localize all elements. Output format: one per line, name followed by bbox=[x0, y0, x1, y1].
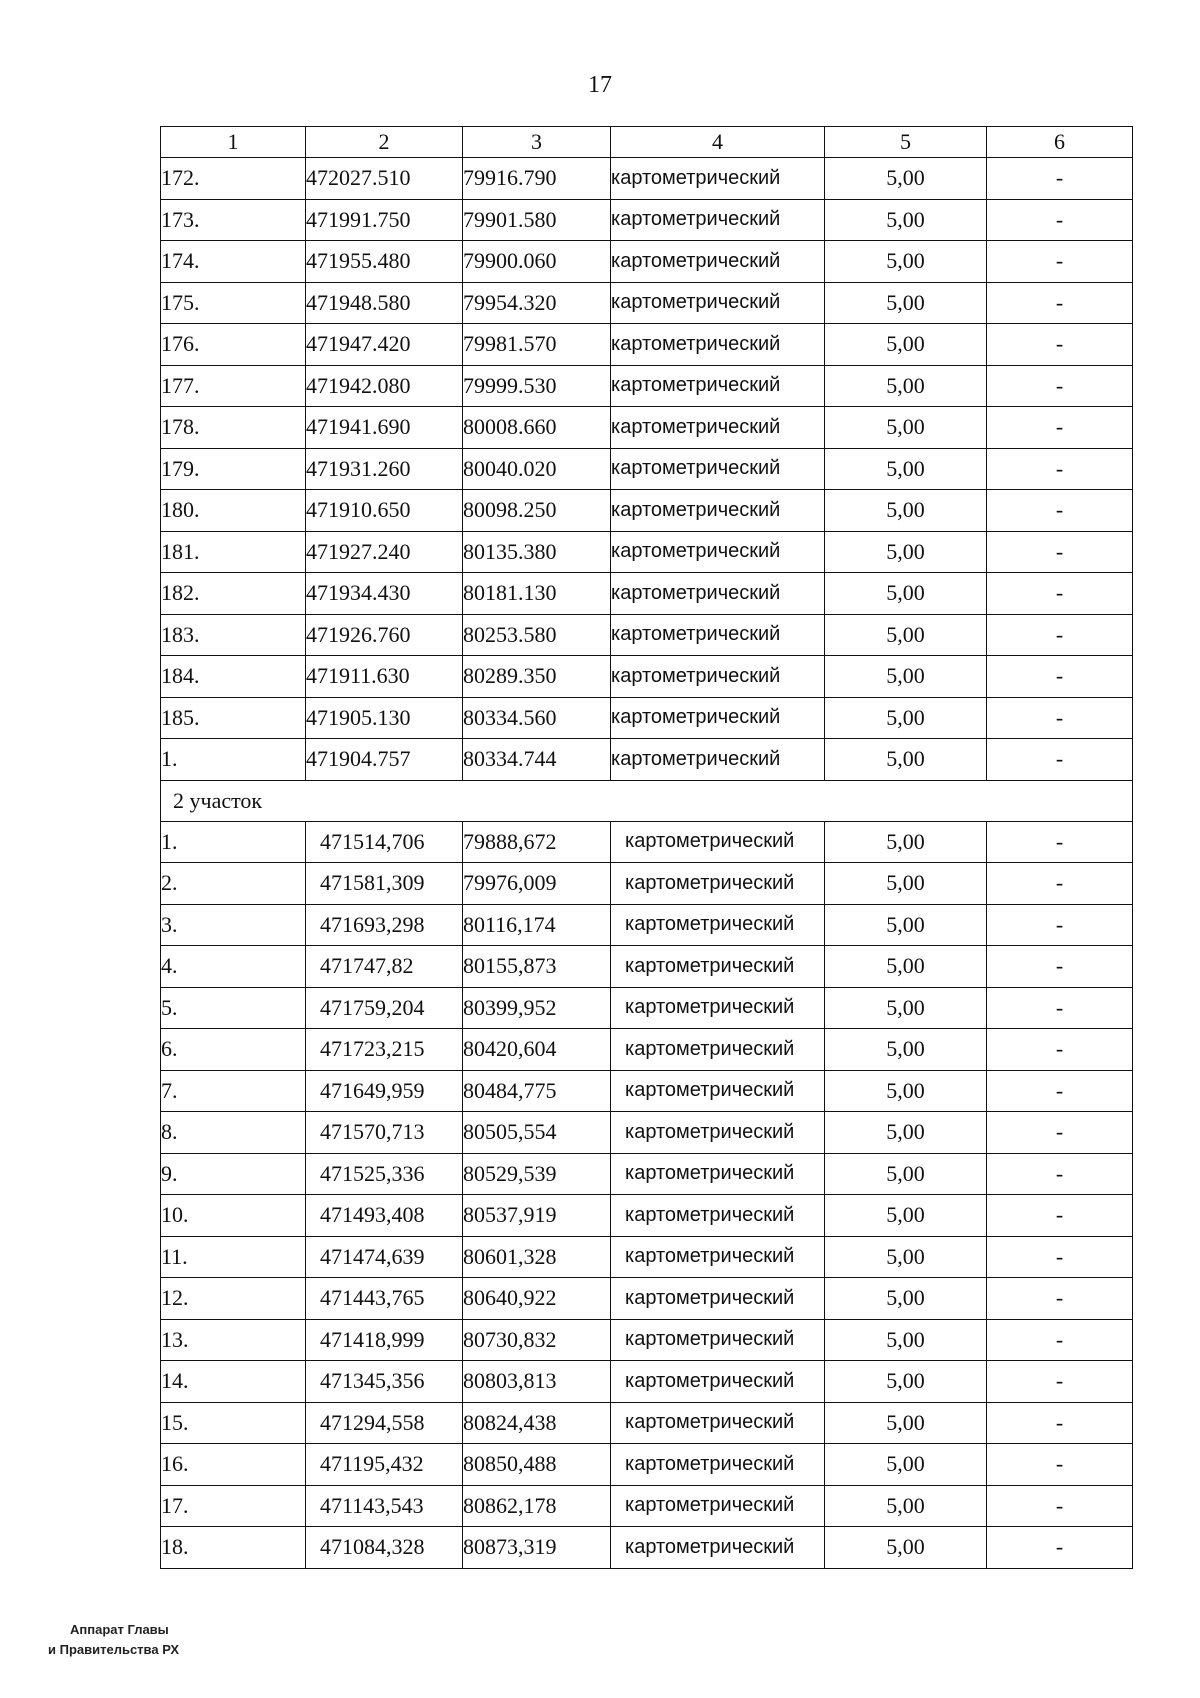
table-cell: 1. bbox=[161, 739, 306, 781]
table-cell: 80640,922 bbox=[463, 1278, 611, 1320]
table-cell: - bbox=[987, 821, 1133, 863]
table-cell: 80862,178 bbox=[463, 1485, 611, 1527]
table-row bbox=[161, 199, 1133, 241]
column-header: 2 bbox=[306, 127, 463, 158]
table-cell: 5,00 bbox=[825, 739, 987, 781]
table-cell: 471723,215 bbox=[306, 1029, 463, 1071]
table-cell: 80155,873 bbox=[463, 946, 611, 988]
page-number: 17 bbox=[588, 72, 612, 98]
table-cell: 7. bbox=[161, 1070, 306, 1112]
table-cell: 5,00 bbox=[825, 1070, 987, 1112]
table-row bbox=[161, 407, 1133, 449]
table-row bbox=[161, 697, 1133, 739]
table-cell: 5,00 bbox=[825, 1402, 987, 1444]
table-cell: 80008.660 bbox=[463, 407, 611, 449]
table-row bbox=[161, 987, 1133, 1029]
table-cell: картометрический bbox=[611, 1402, 825, 1444]
table-cell: 178. bbox=[161, 407, 306, 449]
table-cell: - bbox=[987, 158, 1133, 200]
table-cell: 5,00 bbox=[825, 158, 987, 200]
table-cell: 80529,539 bbox=[463, 1153, 611, 1195]
table-cell: 471947.420 bbox=[306, 324, 463, 366]
table-cell: 471759,204 bbox=[306, 987, 463, 1029]
table-cell: - bbox=[987, 1029, 1133, 1071]
table-cell: - bbox=[987, 1070, 1133, 1112]
table-cell: 471294,558 bbox=[306, 1402, 463, 1444]
table-cell: - bbox=[987, 573, 1133, 615]
table-cell: картометрический bbox=[611, 1195, 825, 1237]
table-cell: - bbox=[987, 904, 1133, 946]
table-cell: 5,00 bbox=[825, 1029, 987, 1071]
table-cell: 5,00 bbox=[825, 946, 987, 988]
table-cell: 179. bbox=[161, 448, 306, 490]
table-cell: 471905.130 bbox=[306, 697, 463, 739]
table-cell: 80181.130 bbox=[463, 573, 611, 615]
table-cell: 5,00 bbox=[825, 199, 987, 241]
table-cell: 471649,959 bbox=[306, 1070, 463, 1112]
table-cell: картометрический bbox=[611, 158, 825, 200]
table-cell: - bbox=[987, 863, 1133, 905]
column-header: 1 bbox=[161, 127, 306, 158]
table-cell: картометрический bbox=[611, 904, 825, 946]
table-cell: 5,00 bbox=[825, 1485, 987, 1527]
table-cell: 80040.020 bbox=[463, 448, 611, 490]
footer-line: и Правительства РХ bbox=[48, 1641, 180, 1657]
table-cell: 3. bbox=[161, 904, 306, 946]
table-cell: 184. bbox=[161, 656, 306, 698]
table-cell: 174. bbox=[161, 241, 306, 283]
table-cell: - bbox=[987, 1444, 1133, 1486]
table-row bbox=[161, 739, 1133, 781]
table-cell: картометрический bbox=[611, 531, 825, 573]
table-cell: картометрический bbox=[611, 863, 825, 905]
table-cell: - bbox=[987, 1112, 1133, 1154]
table-cell: 5,00 bbox=[825, 697, 987, 739]
section-title: 2 участок bbox=[161, 780, 1133, 821]
table-cell: картометрический bbox=[611, 573, 825, 615]
table-row bbox=[161, 1195, 1133, 1237]
table-cell: 14. bbox=[161, 1361, 306, 1403]
table-cell: картометрический bbox=[611, 697, 825, 739]
table-cell: 5,00 bbox=[825, 324, 987, 366]
table-row bbox=[161, 490, 1133, 532]
table-cell: картометрический bbox=[611, 407, 825, 449]
table-cell: 80420,604 bbox=[463, 1029, 611, 1071]
table-cell: 471927.240 bbox=[306, 531, 463, 573]
coordinates-table bbox=[160, 126, 1133, 1569]
table-cell: 471904.757 bbox=[306, 739, 463, 781]
table-cell: 5,00 bbox=[825, 1112, 987, 1154]
table-cell: картометрический bbox=[611, 987, 825, 1029]
table-cell: 80601,328 bbox=[463, 1236, 611, 1278]
table-cell: 471942.080 bbox=[306, 365, 463, 407]
table-cell: картометрический bbox=[611, 656, 825, 698]
table-cell: 4. bbox=[161, 946, 306, 988]
table-row bbox=[161, 531, 1133, 573]
footer-line: Аппарат Главы bbox=[70, 1622, 169, 1637]
table-cell: - bbox=[987, 365, 1133, 407]
table-row bbox=[161, 863, 1133, 905]
table-cell: - bbox=[987, 448, 1133, 490]
table-cell: 5. bbox=[161, 987, 306, 1029]
table-cell: 80253.580 bbox=[463, 614, 611, 656]
table-cell: 80505,554 bbox=[463, 1112, 611, 1154]
table-row bbox=[161, 1236, 1133, 1278]
table-cell: картометрический bbox=[611, 1278, 825, 1320]
table-cell: картометрический bbox=[611, 1444, 825, 1486]
table-cell: - bbox=[987, 1153, 1133, 1195]
table-cell: картометрический bbox=[611, 1236, 825, 1278]
table-cell: 471948.580 bbox=[306, 282, 463, 324]
table-cell: 5,00 bbox=[825, 1236, 987, 1278]
table-header-row bbox=[161, 127, 1133, 158]
table-cell: 79901.580 bbox=[463, 199, 611, 241]
table-cell: 79900.060 bbox=[463, 241, 611, 283]
table-cell: - bbox=[987, 199, 1133, 241]
table-cell: 79981.570 bbox=[463, 324, 611, 366]
table-cell: - bbox=[987, 531, 1133, 573]
table-row bbox=[161, 241, 1133, 283]
table-cell: 80803,813 bbox=[463, 1361, 611, 1403]
table-cell: картометрический bbox=[611, 614, 825, 656]
table-cell: 181. bbox=[161, 531, 306, 573]
table-cell: - bbox=[987, 697, 1133, 739]
table-cell: 8. bbox=[161, 1112, 306, 1154]
table-cell: 80484,775 bbox=[463, 1070, 611, 1112]
table-cell: 18. bbox=[161, 1527, 306, 1569]
table-cell: 5,00 bbox=[825, 656, 987, 698]
table-cell: - bbox=[987, 490, 1133, 532]
table-cell: 79954.320 bbox=[463, 282, 611, 324]
column-header: 5 bbox=[825, 127, 987, 158]
table-cell: картометрический bbox=[611, 199, 825, 241]
table-cell: 5,00 bbox=[825, 1527, 987, 1569]
table-cell: картометрический bbox=[611, 1361, 825, 1403]
table-cell: 80289.350 bbox=[463, 656, 611, 698]
table-cell: 5,00 bbox=[825, 407, 987, 449]
table-cell: 80537,919 bbox=[463, 1195, 611, 1237]
table-cell: 80850,488 bbox=[463, 1444, 611, 1486]
table-cell: - bbox=[987, 407, 1133, 449]
table-cell: картометрический bbox=[611, 1527, 825, 1569]
table-cell: 5,00 bbox=[825, 490, 987, 532]
table-cell: 471493,408 bbox=[306, 1195, 463, 1237]
table-cell: картометрический bbox=[611, 1029, 825, 1071]
table-cell: 176. bbox=[161, 324, 306, 366]
table-cell: 471345,356 bbox=[306, 1361, 463, 1403]
table-cell: 5,00 bbox=[825, 1195, 987, 1237]
table-cell: 471991.750 bbox=[306, 199, 463, 241]
table-cell: картометрический bbox=[611, 490, 825, 532]
table-cell: 471474,639 bbox=[306, 1236, 463, 1278]
table-cell: 80116,174 bbox=[463, 904, 611, 946]
table-row bbox=[161, 1361, 1133, 1403]
table-cell: - bbox=[987, 1236, 1133, 1278]
table-cell: 80824,438 bbox=[463, 1402, 611, 1444]
table-row bbox=[161, 1319, 1133, 1361]
table-cell: 80334.560 bbox=[463, 697, 611, 739]
table-cell: 471911.630 bbox=[306, 656, 463, 698]
table-cell: 472027.510 bbox=[306, 158, 463, 200]
section-header-row bbox=[161, 780, 1133, 821]
table-cell: 175. bbox=[161, 282, 306, 324]
table-cell: - bbox=[987, 987, 1133, 1029]
table-cell: 10. bbox=[161, 1195, 306, 1237]
table-cell: - bbox=[987, 324, 1133, 366]
table-row bbox=[161, 324, 1133, 366]
table-row bbox=[161, 158, 1133, 200]
table-cell: - bbox=[987, 946, 1133, 988]
table-row bbox=[161, 614, 1133, 656]
table-cell: 5,00 bbox=[825, 241, 987, 283]
table-row bbox=[161, 1153, 1133, 1195]
table-row bbox=[161, 1527, 1133, 1569]
footer-stamp bbox=[48, 1620, 179, 1659]
table-cell: 16. bbox=[161, 1444, 306, 1486]
table-cell: - bbox=[987, 282, 1133, 324]
table-cell: 1. bbox=[161, 821, 306, 863]
table-cell: 5,00 bbox=[825, 282, 987, 324]
table-cell: 471143,543 bbox=[306, 1485, 463, 1527]
table-cell: 9. bbox=[161, 1153, 306, 1195]
table-cell: 185. bbox=[161, 697, 306, 739]
table-cell: - bbox=[987, 1485, 1133, 1527]
table-cell: 79888,672 bbox=[463, 821, 611, 863]
table-cell: 12. bbox=[161, 1278, 306, 1320]
table-cell: картометрический bbox=[611, 324, 825, 366]
table-cell: 471525,336 bbox=[306, 1153, 463, 1195]
table-cell: 11. bbox=[161, 1236, 306, 1278]
table-cell: картометрический bbox=[611, 1070, 825, 1112]
table-cell: 5,00 bbox=[825, 1278, 987, 1320]
table-cell: 5,00 bbox=[825, 1153, 987, 1195]
table-cell: 471581,309 bbox=[306, 863, 463, 905]
table-cell: 5,00 bbox=[825, 573, 987, 615]
table-cell: 5,00 bbox=[825, 1361, 987, 1403]
table-cell: - bbox=[987, 656, 1133, 698]
table-row bbox=[161, 946, 1133, 988]
table-cell: - bbox=[987, 1527, 1133, 1569]
table-cell: 5,00 bbox=[825, 365, 987, 407]
table-cell: 177. bbox=[161, 365, 306, 407]
table-cell: 80399,952 bbox=[463, 987, 611, 1029]
table-cell: картометрический bbox=[611, 282, 825, 324]
table-cell: 471926.760 bbox=[306, 614, 463, 656]
table-cell: картометрический bbox=[611, 946, 825, 988]
table-cell: 5,00 bbox=[825, 614, 987, 656]
table-cell: 471514,706 bbox=[306, 821, 463, 863]
table-row bbox=[161, 1485, 1133, 1527]
table-cell: 79916.790 bbox=[463, 158, 611, 200]
table-cell: 13. bbox=[161, 1319, 306, 1361]
table-cell: 5,00 bbox=[825, 904, 987, 946]
table-cell: 5,00 bbox=[825, 987, 987, 1029]
table-cell: - bbox=[987, 1361, 1133, 1403]
table-cell: 471418,999 bbox=[306, 1319, 463, 1361]
table-cell: 182. bbox=[161, 573, 306, 615]
column-header: 3 bbox=[463, 127, 611, 158]
table-cell: 80730,832 bbox=[463, 1319, 611, 1361]
table-cell: 471934.430 bbox=[306, 573, 463, 615]
table-cell: картометрический bbox=[611, 1112, 825, 1154]
table-cell: картометрический bbox=[611, 365, 825, 407]
table-cell: картометрический bbox=[611, 448, 825, 490]
table-cell: - bbox=[987, 241, 1133, 283]
table-cell: 5,00 bbox=[825, 1444, 987, 1486]
table-row bbox=[161, 1402, 1133, 1444]
table-cell: картометрический bbox=[611, 821, 825, 863]
table-cell: 471955.480 bbox=[306, 241, 463, 283]
table-cell: 471195,432 bbox=[306, 1444, 463, 1486]
table-cell: 17. bbox=[161, 1485, 306, 1527]
table-cell: картометрический bbox=[611, 1153, 825, 1195]
table-cell: 6. bbox=[161, 1029, 306, 1071]
table-cell: картометрический bbox=[611, 1485, 825, 1527]
table-row bbox=[161, 282, 1133, 324]
table-cell: 172. bbox=[161, 158, 306, 200]
table-cell: 15. bbox=[161, 1402, 306, 1444]
table-cell: - bbox=[987, 1278, 1133, 1320]
table-cell: 471443,765 bbox=[306, 1278, 463, 1320]
table-cell: 471693,298 bbox=[306, 904, 463, 946]
table-cell: 79976,009 bbox=[463, 863, 611, 905]
table-row bbox=[161, 1112, 1133, 1154]
table-row bbox=[161, 365, 1133, 407]
table-cell: 471931.260 bbox=[306, 448, 463, 490]
column-header: 6 bbox=[987, 127, 1133, 158]
table-cell: 5,00 bbox=[825, 863, 987, 905]
table-row bbox=[161, 448, 1133, 490]
table-cell: 471941.690 bbox=[306, 407, 463, 449]
table-cell: 471084,328 bbox=[306, 1527, 463, 1569]
table-cell: 5,00 bbox=[825, 821, 987, 863]
table-cell: - bbox=[987, 739, 1133, 781]
table-cell: 2. bbox=[161, 863, 306, 905]
table-cell: картометрический bbox=[611, 1319, 825, 1361]
table-row bbox=[161, 821, 1133, 863]
table-cell: 471747,82 bbox=[306, 946, 463, 988]
table-cell: 5,00 bbox=[825, 531, 987, 573]
table-row bbox=[161, 1444, 1133, 1486]
table-body bbox=[161, 158, 1133, 1569]
table-cell: 80135.380 bbox=[463, 531, 611, 573]
table-cell: картометрический bbox=[611, 241, 825, 283]
table-cell: 5,00 bbox=[825, 1319, 987, 1361]
table-cell: - bbox=[987, 1402, 1133, 1444]
table-cell: 180. bbox=[161, 490, 306, 532]
table-cell: - bbox=[987, 614, 1133, 656]
table-cell: 471570,713 bbox=[306, 1112, 463, 1154]
table-cell: 471910.650 bbox=[306, 490, 463, 532]
table-cell: - bbox=[987, 1195, 1133, 1237]
table-row bbox=[161, 656, 1133, 698]
column-header: 4 bbox=[611, 127, 825, 158]
table-row bbox=[161, 573, 1133, 615]
table-cell: 80334.744 bbox=[463, 739, 611, 781]
table-row bbox=[161, 1029, 1133, 1071]
table-cell: 5,00 bbox=[825, 448, 987, 490]
table-cell: 183. bbox=[161, 614, 306, 656]
table-row bbox=[161, 1070, 1133, 1112]
table-cell: 80873,319 bbox=[463, 1527, 611, 1569]
table-cell: - bbox=[987, 1319, 1133, 1361]
table-cell: 80098.250 bbox=[463, 490, 611, 532]
table-row bbox=[161, 904, 1133, 946]
table-cell: картометрический bbox=[611, 739, 825, 781]
table-row bbox=[161, 1278, 1133, 1320]
table-cell: 79999.530 bbox=[463, 365, 611, 407]
table-cell: 173. bbox=[161, 199, 306, 241]
